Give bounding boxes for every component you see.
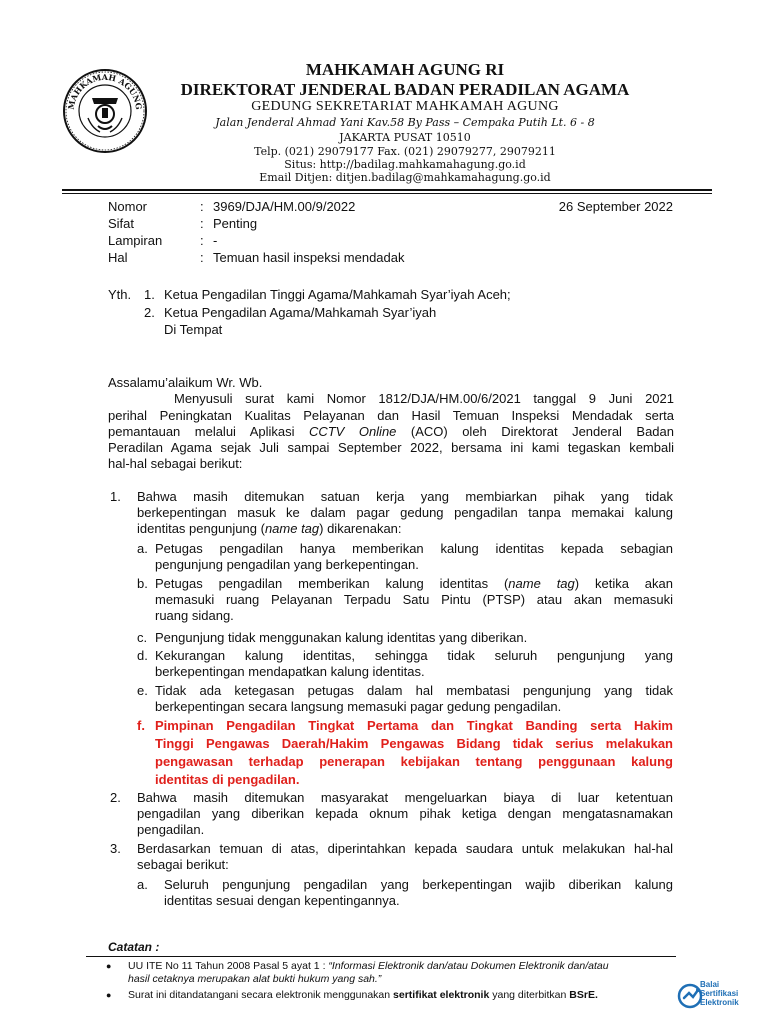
subpoint-letter: a. (137, 877, 148, 892)
subpoint-text: Petugas pengadilan memberikan kalung identitas ( (155, 576, 509, 591)
intro-italic: CCTV Online (308, 424, 397, 439)
address-city: JAKARTA PUSAT 10510 (339, 131, 471, 144)
footnote-text: Surat ini ditandatangani secara elektronik menggunakan (128, 989, 394, 1001)
directorate-name: DIREKTORAT JENDERAL BADAN PERADILAN AGAMA (180, 80, 630, 99)
lampiran-value: - (213, 233, 218, 248)
subpoint-3a-line: identitas sesuai dengan kepentingannya. (164, 893, 400, 908)
recipient-place: Di Tempat (164, 322, 223, 337)
subpoint-b-line (155, 576, 673, 592)
letterhead-rule-thick (62, 189, 712, 191)
subpoint-a-line: pengunjung pengadilan yang berkepentingan. (155, 557, 419, 572)
website: Situs: http://badilag.mahkamahagung.go.id (284, 158, 526, 171)
point-2-line: pengadilan. (137, 822, 205, 837)
recipient-number: 1. (144, 287, 155, 302)
recipient-1: Ketua Pengadilan Tinggi Agama/Mahkamah Syar’iyah Aceh; (164, 287, 511, 302)
subpoint-3a-line: Seluruh pengunjung pengadilan yang berkepentingan wajib diberikan kalung (164, 877, 673, 892)
point-1-line: Bahwa masih ditemukan satuan kerja yang membiarkan pihak yang tidak (137, 489, 673, 504)
intro-line: perihal Peningkatan Kualitas Pelayanan dan Hasil Temuan Inspeksi Mendadak serta (108, 408, 674, 423)
bsre-logo-line: Sertifikasi (700, 989, 739, 998)
point-3-line: Berdasarkan temuan di atas, diperintahkan kepada saudara untuk melakukan hal-hal (137, 841, 673, 856)
letterhead-rule-thin (62, 193, 712, 194)
footnote-1-line (128, 960, 609, 973)
address-street: Jalan Jenderal Ahmad Yani Kav.58 By Pass – Cempaka Putih Lt. 6 - 8 (215, 116, 595, 129)
footer-rule (86, 956, 676, 957)
point-number: 1. (110, 489, 121, 504)
field-colon: : (200, 199, 204, 214)
hal-value: Temuan hasil inspeksi mendadak (213, 250, 405, 265)
footnote-text: UU ITE No 11 Tahun 2008 Pasal 5 ayat 1 : (128, 960, 329, 972)
point-2-line: Bahwa masih ditemukan masyarakat mengeluarkan biaya di luar ketentuan (137, 790, 673, 805)
point-2-line: pengadilan yang diberikan kepada oknum pihak ketiga dengan mengatasnamakan (137, 806, 673, 821)
subpoint-e-line: berkepentingan secara langsung memasuki pagar gedung pengadilan. (155, 699, 562, 714)
letter-date: 26 September 2022 (558, 199, 673, 214)
footnote-2-line (128, 989, 598, 1002)
subpoint-f-line: identitas di pengadilan. (155, 772, 300, 787)
sifat-value: Penting (213, 216, 258, 231)
subpoint-letter: b. (137, 576, 148, 591)
intro-line: hal-hal sebagai berikut: (108, 456, 243, 471)
subpoint-f-line: Tinggi Pengawas Daerah/Hakim Pengawas Bidang tidak serius melakukan (155, 736, 673, 751)
subpoint-f-line: pengawasan terhadap penerapan kebijakan tentang penggunaan kalung (155, 754, 673, 769)
intro-line: Menyusuli surat kami Nomor 1812/DJA/HM.00/6/2021 tanggal 9 Juni 2021 (174, 391, 674, 406)
hal-label: Hal (108, 250, 128, 265)
intro-line: Peradilan Agama sejak Juli sampai September 2022, bersama ini kami tegaskan kembali (108, 440, 674, 455)
catatan-label: Catatan : (108, 940, 160, 954)
subpoint-letter: d. (137, 648, 148, 663)
greeting: Assalamu’alaikum Wr. Wb. (108, 375, 263, 390)
point-number: 2. (110, 790, 121, 805)
intro-text: (ACO) oleh Direktorat Jenderal Badan (396, 424, 674, 439)
subpoint-b-line: memasuki ruang Pelayanan Terpadu Satu Pintu (PTSP) atau akan memasuki (155, 592, 673, 607)
point-1-line (137, 521, 402, 537)
nomor-label: Nomor (108, 199, 148, 214)
institution-name: MAHKAMAH AGUNG RI (305, 60, 505, 79)
subpoint-c-line: Pengunjung tidak menggunakan kalung identitas yang diberikan. (155, 630, 528, 645)
subpoint-e-line: Tidak ada ketegasan petugas dalam hal membatasi pengunjung yang tidak (155, 683, 673, 698)
bullet-icon: ● (106, 961, 112, 971)
intro-line (108, 424, 674, 440)
field-colon: : (200, 233, 204, 248)
bsre-logo-line: Elektronik (700, 998, 739, 1007)
bsre-logo-text (700, 980, 739, 1007)
subpoint-letter: e. (137, 683, 148, 698)
footnote-text: yang diterbitkan (489, 989, 570, 1001)
subpoint-d-line: berkepentingan mendapatkan kalung identitas. (155, 664, 425, 679)
phone-fax: Telp. (021) 29079177 Fax. (021) 29079277, 29079211 (254, 145, 556, 158)
email: Email Ditjen: ditjen.badilag@mahkamahagung.go.id (259, 171, 551, 184)
subpoint-italic: name tag (508, 576, 575, 591)
recipient-2: Ketua Pengadilan Agama/Mahkamah Syar’iyah (164, 305, 437, 320)
subpoint-d-line: Kekurangan kalung identitas, sehingga tidak seluruh pengunjung yang (155, 648, 673, 663)
subpoint-letter: f. (137, 718, 145, 733)
building-name: GEDUNG SEKRETARIAT MAHKAMAH AGUNG (251, 99, 559, 114)
footnote-bold: BSrE. (569, 989, 598, 1001)
sifat-label: Sifat (108, 216, 135, 231)
point-italic: name tag (264, 521, 320, 536)
point-text: ) dikarenakan: (319, 521, 402, 536)
bullet-icon: ● (106, 990, 112, 1000)
subpoint-a-line: Petugas pengadilan hanya memberikan kalung identitas kepada sebagian (155, 541, 673, 556)
subpoint-text: ) ketika akan (574, 576, 673, 591)
field-colon: : (200, 250, 204, 265)
field-colon: : (200, 216, 204, 231)
yth-label: Yth. (108, 287, 132, 302)
recipient-number: 2. (144, 305, 155, 320)
point-3-line: sebagai berikut: (137, 857, 229, 872)
lampiran-label: Lampiran (108, 233, 163, 248)
point-text: identitas pengunjung ( (137, 521, 265, 536)
footnote-1-line: hasil cetaknya merupakan alat bukti hukum yang sah.” (128, 973, 382, 985)
intro-text: pemantauan melalui Aplikasi (108, 424, 309, 439)
mahkamah-agung-seal-icon (62, 68, 148, 154)
nomor-value: 3969/DJA/HM.00/9/2022 (213, 199, 356, 214)
seal-arc-text: MAHKAMAH AGUNG (65, 72, 145, 111)
bsre-logo-line: Balai (700, 980, 720, 989)
subpoint-f-line: Pimpinan Pengadilan Tingkat Pertama dan Tingkat Banding serta Hakim (155, 718, 673, 733)
subpoint-letter: a. (137, 541, 148, 556)
footnote-bold: sertifikat elektronik (393, 989, 490, 1001)
point-1-line: berkepentingan masuk ke dalam pagar gedung pengadilan tanpa memakai kalung (137, 505, 673, 520)
footnote-quote: “Informasi Elektronik dan/atau Dokumen Elektronik dan/atau (328, 960, 609, 972)
point-number: 3. (110, 841, 121, 856)
subpoint-letter: c. (137, 630, 148, 645)
subpoint-b-line: ruang sidang. (155, 608, 234, 623)
